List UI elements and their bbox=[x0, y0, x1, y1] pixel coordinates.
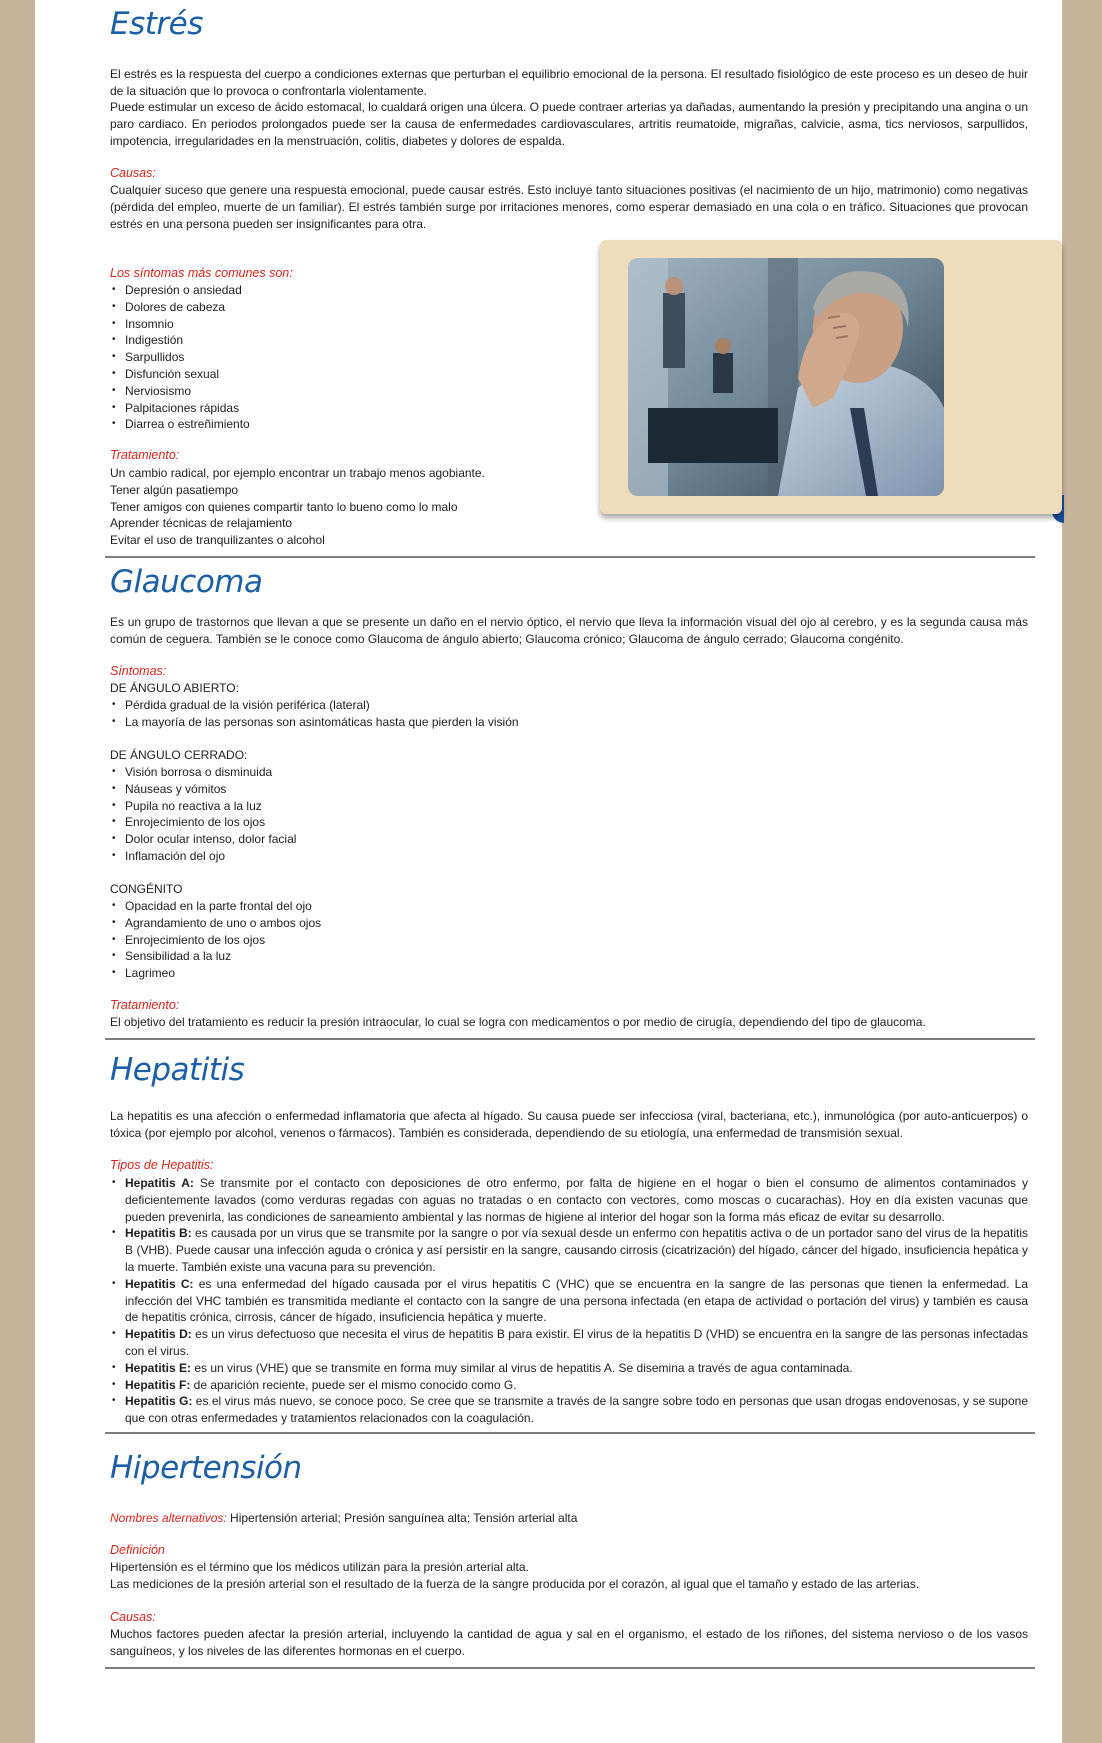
hepatitis-type-name: Hepatitis B: bbox=[125, 1226, 192, 1241]
glaucoma-title: Glaucoma bbox=[110, 564, 263, 600]
list-item: • Inflamación del ojo bbox=[110, 848, 296, 865]
section-divider bbox=[105, 1432, 1035, 1434]
list-item: • Nerviosismo bbox=[110, 383, 250, 400]
list-item: • Pupila no reactiva a la luz bbox=[110, 798, 296, 815]
hepatitis-type-text: es un virus (VHE) que se transmite en forma muy similar al virus de hepatitis A. Se disemina a través de agua contaminada. bbox=[191, 1360, 853, 1375]
list-item: • Enrojecimiento de los ojos bbox=[110, 814, 296, 831]
glaucoma-sintomas-label: Síntomas: bbox=[110, 664, 167, 678]
hepatitis-type-text: es un virus defectuoso que necesita el virus de hepatitis B para existir. El virus de la hepatitis D (VHD) se encuentra en la sangre de las personas infectadas con el virus. bbox=[125, 1327, 1028, 1358]
hepatitis-type-text: es una enfermedad del hígado causada por el virus hepatitis C (VHC) que se encuentra en la sangre de las personas que tienen la enfermedad. La infección del VHC también es transmitida mediante el contacto con la sangre de una persona infectada (en etapa de actividad o portación del virus) y también es causa de hepatitis crónica, cirrosis, cáncer de hígado, insuficiencia hepática y muerte. bbox=[125, 1276, 1028, 1325]
glaucoma-tratamiento-label: Tratamiento: bbox=[110, 998, 180, 1012]
list-item bbox=[110, 1276, 1028, 1326]
glaucoma-abierto-label: DE ÁNGULO ABIERTO: bbox=[110, 681, 239, 695]
hepatitis-type-name: Hepatitis F: bbox=[125, 1377, 191, 1392]
hepatitis-tipos-list bbox=[110, 1175, 1028, 1427]
list-item: • Disfunción sexual bbox=[110, 366, 250, 383]
list-item: • Palpitaciones rápidas bbox=[110, 400, 250, 417]
list-item: • Dolor ocular intenso, dolor facial bbox=[110, 831, 296, 848]
hepatitis-type-name: Hepatitis G: bbox=[125, 1394, 193, 1409]
estres-effects: Puede estimular un exceso de ácido estomacal, lo cualdará origen una úlcera. O puede contraer arterias ya dañadas, aumentando la presión y precipitando una angina o un paro cardiaco. En periodos prolongados puede ser la causa de enfermedades cardiovasculares, artritis reumatoide, migrañas, calvicie, asma, tics nerviosos, sarpullidos, impotencia, irregularidades en la menstruación, colitis, diabetes y dolores de espalda. bbox=[110, 100, 1028, 148]
list-item: • Pérdida gradual de la visión periférica (lateral) bbox=[110, 697, 519, 714]
list-item: • Opacidad en la parte frontal del ojo bbox=[110, 898, 321, 915]
list-item: • Lagrimeo bbox=[110, 965, 321, 982]
hepatitis-type-name: Hepatitis D: bbox=[125, 1327, 192, 1342]
treatment-line: Evitar el uso de tranquilizantes o alcohol bbox=[110, 533, 325, 548]
section-divider bbox=[105, 556, 1035, 558]
hepatitis-type-text: de aparición reciente, puede ser el mismo conocido como G. bbox=[190, 1377, 517, 1392]
glaucoma-abierto-list bbox=[110, 697, 519, 731]
glaucoma-intro: Es un grupo de trastornos que llevan a que se presente un daño en el nervio óptico, el nervio que lleva la información visual del ojo al cerebro, y es la segunda causa más común de ceguera. También se le conoce como Glaucoma de ángulo abierto; Glaucoma crónico; Glaucoma de ángulo cerrado; Glaucoma congénito. bbox=[110, 615, 1028, 646]
glaucoma-cerrado-label: DE ÁNGULO CERRADO: bbox=[110, 748, 248, 762]
estres-title: Estrés bbox=[110, 6, 203, 42]
list-item: • Enrojecimiento de los ojos bbox=[110, 932, 321, 949]
list-item bbox=[110, 1393, 1028, 1427]
list-item: • Indigestión bbox=[110, 332, 250, 349]
hipertension-causas-text: Muchos factores pueden afectar la presión arterial, incluyendo la cantidad de agua y sal en el organismo, el estado de los riñones, del sistema nervioso o de los vasos sanguíneos, y los niveles de las diferentes hormonas en el cuerpo. bbox=[110, 1627, 1028, 1658]
hepatitis-type-name: Hepatitis C: bbox=[125, 1276, 194, 1291]
hipertension-title: Hipertensión bbox=[110, 1450, 302, 1486]
hepatitis-title: Hepatitis bbox=[110, 1052, 245, 1088]
list-item bbox=[110, 1175, 1028, 1225]
estres-sintomas-label: Los síntomas más comunes son: bbox=[110, 266, 293, 280]
glaucoma-cerrado-list bbox=[110, 764, 296, 865]
list-item: • La mayoría de las personas son asintomáticas hasta que pierden la visión bbox=[110, 714, 519, 731]
list-item: • Sarpullidos bbox=[110, 349, 250, 366]
list-item: • Depresión o ansiedad bbox=[110, 282, 250, 299]
list-item bbox=[110, 1377, 1028, 1394]
hipertension-nombres-label: Nombres alternativos: bbox=[110, 1511, 227, 1525]
list-item bbox=[110, 1360, 1028, 1377]
list-item: • Náuseas y vómitos bbox=[110, 781, 296, 798]
list-item: • Agrandamiento de uno o ambos ojos bbox=[110, 915, 321, 932]
treatment-line: Un cambio radical, por ejemplo encontrar un trabajo menos agobiante. bbox=[110, 466, 485, 480]
section-divider bbox=[105, 1667, 1035, 1669]
hepatitis-type-name: Hepatitis A: bbox=[125, 1176, 194, 1190]
glaucoma-congenito-list bbox=[110, 898, 321, 982]
treatment-line: Tener amigos con quienes compartir tanto lo bueno como lo malo bbox=[110, 499, 458, 514]
hipertension-causas-label: Causas: bbox=[110, 1610, 156, 1624]
photo-card bbox=[600, 240, 1062, 514]
hepatitis-type-name: Hepatitis E: bbox=[125, 1360, 192, 1375]
treatment-line: Tener algún pasatiempo bbox=[110, 482, 239, 497]
hepatitis-type-text: es causada por un virus que se transmite por la sangre o por vía sexual desde un enfermo con hepatitis activa o de un portador sano del virus de la hepatitis B (VHB). Puede causar una infección aguda o crónica y así persistir en la sangre, causando cirrosis (cicatrización) del hígado, cáncer del hígado, insuficiencia hepática y la muerte. También existe una vacuna para su prevención. bbox=[125, 1226, 1029, 1274]
hepatitis-type-text: Se transmite por el contacto con deposiciones de otro enfermo, por falta de higiene en el hogar o bien el consumo de alimentos contaminados y deficientemente lavados (como verduras regadas con aguas no tratadas o en contacto con vectores, como moscas o cucarachas). Hoy en día existen vacunas que pueden prevenirla, las condiciones de saneamiento ambiental y las normas de higiene al interior del hogar son la forma más eficaz de evitar su desarrollo. bbox=[125, 1176, 1028, 1224]
treatment-line: Aprender técnicas de relajamiento bbox=[110, 516, 293, 531]
list-item bbox=[110, 1225, 1028, 1275]
estres-causas-text: Cualquier suceso que genere una respuesta emocional, puede causar estrés. Esto incluye tanto situaciones positivas (el nacimiento de un hijo, matrimonio) como negativas (pérdida del empleo, muerte de un familiar). El estrés también surge por irritaciones menores, como esperar demasiado en una cola o en tráfico. Situaciones que provocan estrés en una persona pueden ser insignificantes para otra. bbox=[110, 183, 1028, 231]
estres-intro: El estrés es la respuesta del cuerpo a condiciones externas que perturban el equilibrio emocional de la persona. El resultado fisiológico de este proceso es un deseo de huir de la situación que lo provoca o confrontarla violentamente. bbox=[110, 67, 1028, 98]
hipertension-def1: Hipertensión es el término que los médicos utilizan para la presión arterial alta. bbox=[110, 1560, 529, 1574]
hepatitis-intro: La hepatitis es una afección o enfermedad inflamatoria que afecta al hígado. Su causa puede ser infecciosa (viral, bacteriana, etc.), inmunológica (por auto-anticuerpos) o tóxica (por ejemplo por alcohol, venenos o fármacos). También es considerada, dependiendo de su etiología, una enfermedad de transmisión sexual. bbox=[110, 1109, 1028, 1140]
list-item bbox=[110, 1326, 1028, 1360]
hipertension-nombres-text: Hipertensión arterial; Presión sanguínea alta; Tensión arterial alta bbox=[226, 1511, 578, 1525]
estres-causas-label: Causas: bbox=[110, 166, 156, 180]
estres-tratamiento-list bbox=[110, 465, 485, 549]
hipertension-nombres bbox=[110, 1510, 577, 1527]
glaucoma-tratamiento-text: El objetivo del tratamiento es reducir la presión intraocular, lo cual se logra con medicamentos o por medio de cirugía, dependiendo del tipo de glaucoma. bbox=[110, 1015, 926, 1029]
list-item: • Insomnio bbox=[110, 316, 250, 333]
hipertension-def2: Las mediciones de la presión arterial son el resultado de la fuerza de la sangre producida por el corazón, al igual que el tamaño y estado de las arterias. bbox=[110, 1577, 920, 1591]
hipertension-definicion-label: Definición bbox=[110, 1543, 165, 1557]
list-item: • Dolores de cabeza bbox=[110, 299, 250, 316]
list-item: • Diarrea o estreñimiento bbox=[110, 416, 250, 433]
hepatitis-tipos-label: Tipos de Hepatitis: bbox=[110, 1158, 214, 1172]
estres-tratamiento-label: Tratamiento: bbox=[110, 448, 180, 462]
stressed-man-photo bbox=[628, 258, 944, 496]
glaucoma-congenito-label: CONGÉNITO bbox=[110, 882, 183, 896]
hepatitis-type-text: es el virus más nuevo, se conoce poco. Se cree que se transmite a través de la sangre sobre todo en personas que usan drogas endovenosas, y se supone que con otras enfermedades y tratamientos relacionados con la coagulación. bbox=[125, 1394, 1029, 1426]
estres-sintomas-list bbox=[110, 282, 250, 433]
list-item: • Sensibilidad a la luz bbox=[110, 948, 321, 965]
list-item: • Visión borrosa o disminuida bbox=[110, 764, 296, 781]
section-divider bbox=[105, 1038, 1035, 1040]
